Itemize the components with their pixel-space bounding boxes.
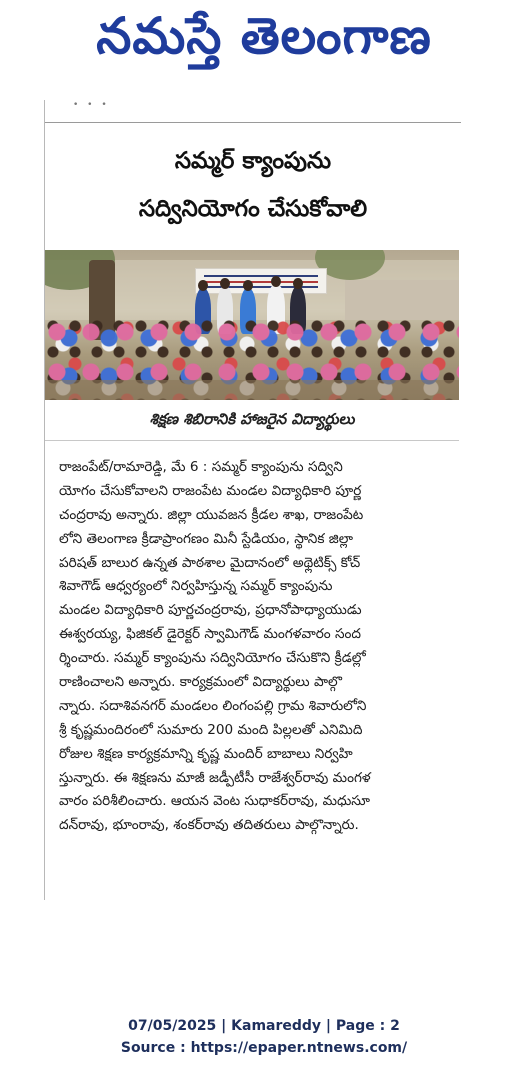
newspaper-logo: నమస్తే తెలంగాణ xyxy=(96,6,432,65)
body-line: ఈశ్వరయ్య, ఫిజికల్ డైరెక్టర్ స్వామిగౌడ్ మంగళవారం సంద xyxy=(59,626,361,643)
headline-line-1: సమ్మర్ క్యాంపును xyxy=(174,148,332,174)
body-line: ర్శించారు. సమ్మర్ క్యాంపును సద్వినియోగం చేసుకొని క్రీడల్లో xyxy=(59,650,366,667)
masthead xyxy=(0,4,528,80)
body-line: పరిషత్ బాలుర ఉన్నత పాఠశాల మైదానంలో అథ్లెటిక్స్ కోచ్ xyxy=(59,554,361,571)
article-body xyxy=(59,456,455,838)
body-line: దన్‌రావు, భూంరావు, శంకర్‌రావు తదితరులు పాల్గొన్నారు. xyxy=(59,817,359,834)
footer-source-line: Source : https://epaper.ntnews.com/ xyxy=(120,1040,408,1056)
headline-line-2: సద్వినియోగం చేసుకోవాలి xyxy=(138,196,368,222)
photo-caption: శిక్షణ శిబిరానికి హాజరైన విద్యార్థులు xyxy=(149,410,355,428)
article-photo xyxy=(45,250,459,400)
body-line: చంద్రరావు అన్నారు. జిల్లా యువజన క్రీడల శాఖ, రాజంపేట xyxy=(59,506,364,523)
body-line: యోగం చేసుకోవాలని రాజంపేట మండల విద్యాధికారి పూర్ణ xyxy=(59,482,362,499)
body-line: రాణించాలని అన్నారు. కార్యక్రమంలో విద్యార్థులు పాల్గొ xyxy=(59,674,342,691)
body-line: రోజుల శిక్షణ కార్యక్రమాన్ని కృష్ణ మందిర్ బాబాలు నిర్వహి xyxy=(59,745,353,762)
decorative-dots: • • • xyxy=(73,100,110,110)
photo-banner xyxy=(195,268,327,294)
body-line: రాజంపేట్/రామారెడ్డి, మే 6 : సమ్మర్ క్యాంపును సద్విని xyxy=(59,459,343,475)
body-line: శ్రీ కృష్ణమందిరంలో సుమారు 200 మంది పిల్లలతో ఎనిమిది xyxy=(59,721,363,738)
article-clipping xyxy=(44,100,461,900)
body-line: స్తున్నారు. ఈ శిక్షణను మాజీ జడ్పీటీసీ రాజేశ్వర్‌రావు మంగళ xyxy=(59,769,371,786)
body-line: లోని తెలంగాణ క్రీడాప్రాంగణం మినీ స్టేడియం, స్థానిక జిల్లా xyxy=(59,530,353,547)
body-line: వారం పరిశీలించారు. ఆయన వెంట సుధాకర్‌రావు, మధుసూ xyxy=(59,793,370,810)
body-line: శివాగౌడ్ ఆధ్వర్యంలో నిర్వహిస్తున్న సమ్మర్ క్యాంపును xyxy=(59,578,333,595)
caption-divider xyxy=(45,440,459,441)
footer-date-line: 07/05/2025 | Kamareddy | Page : 2 xyxy=(128,1018,400,1034)
body-line: న్నారు. సదాశివనగర్ మండలం లింగంపల్లి గ్రామ శివారులోని xyxy=(59,697,367,714)
body-line: మండల విద్యాధికారి పూర్ణచంద్రరావు, ప్రధానోపాధ్యాయుడు xyxy=(59,602,362,619)
top-rule xyxy=(45,122,461,123)
